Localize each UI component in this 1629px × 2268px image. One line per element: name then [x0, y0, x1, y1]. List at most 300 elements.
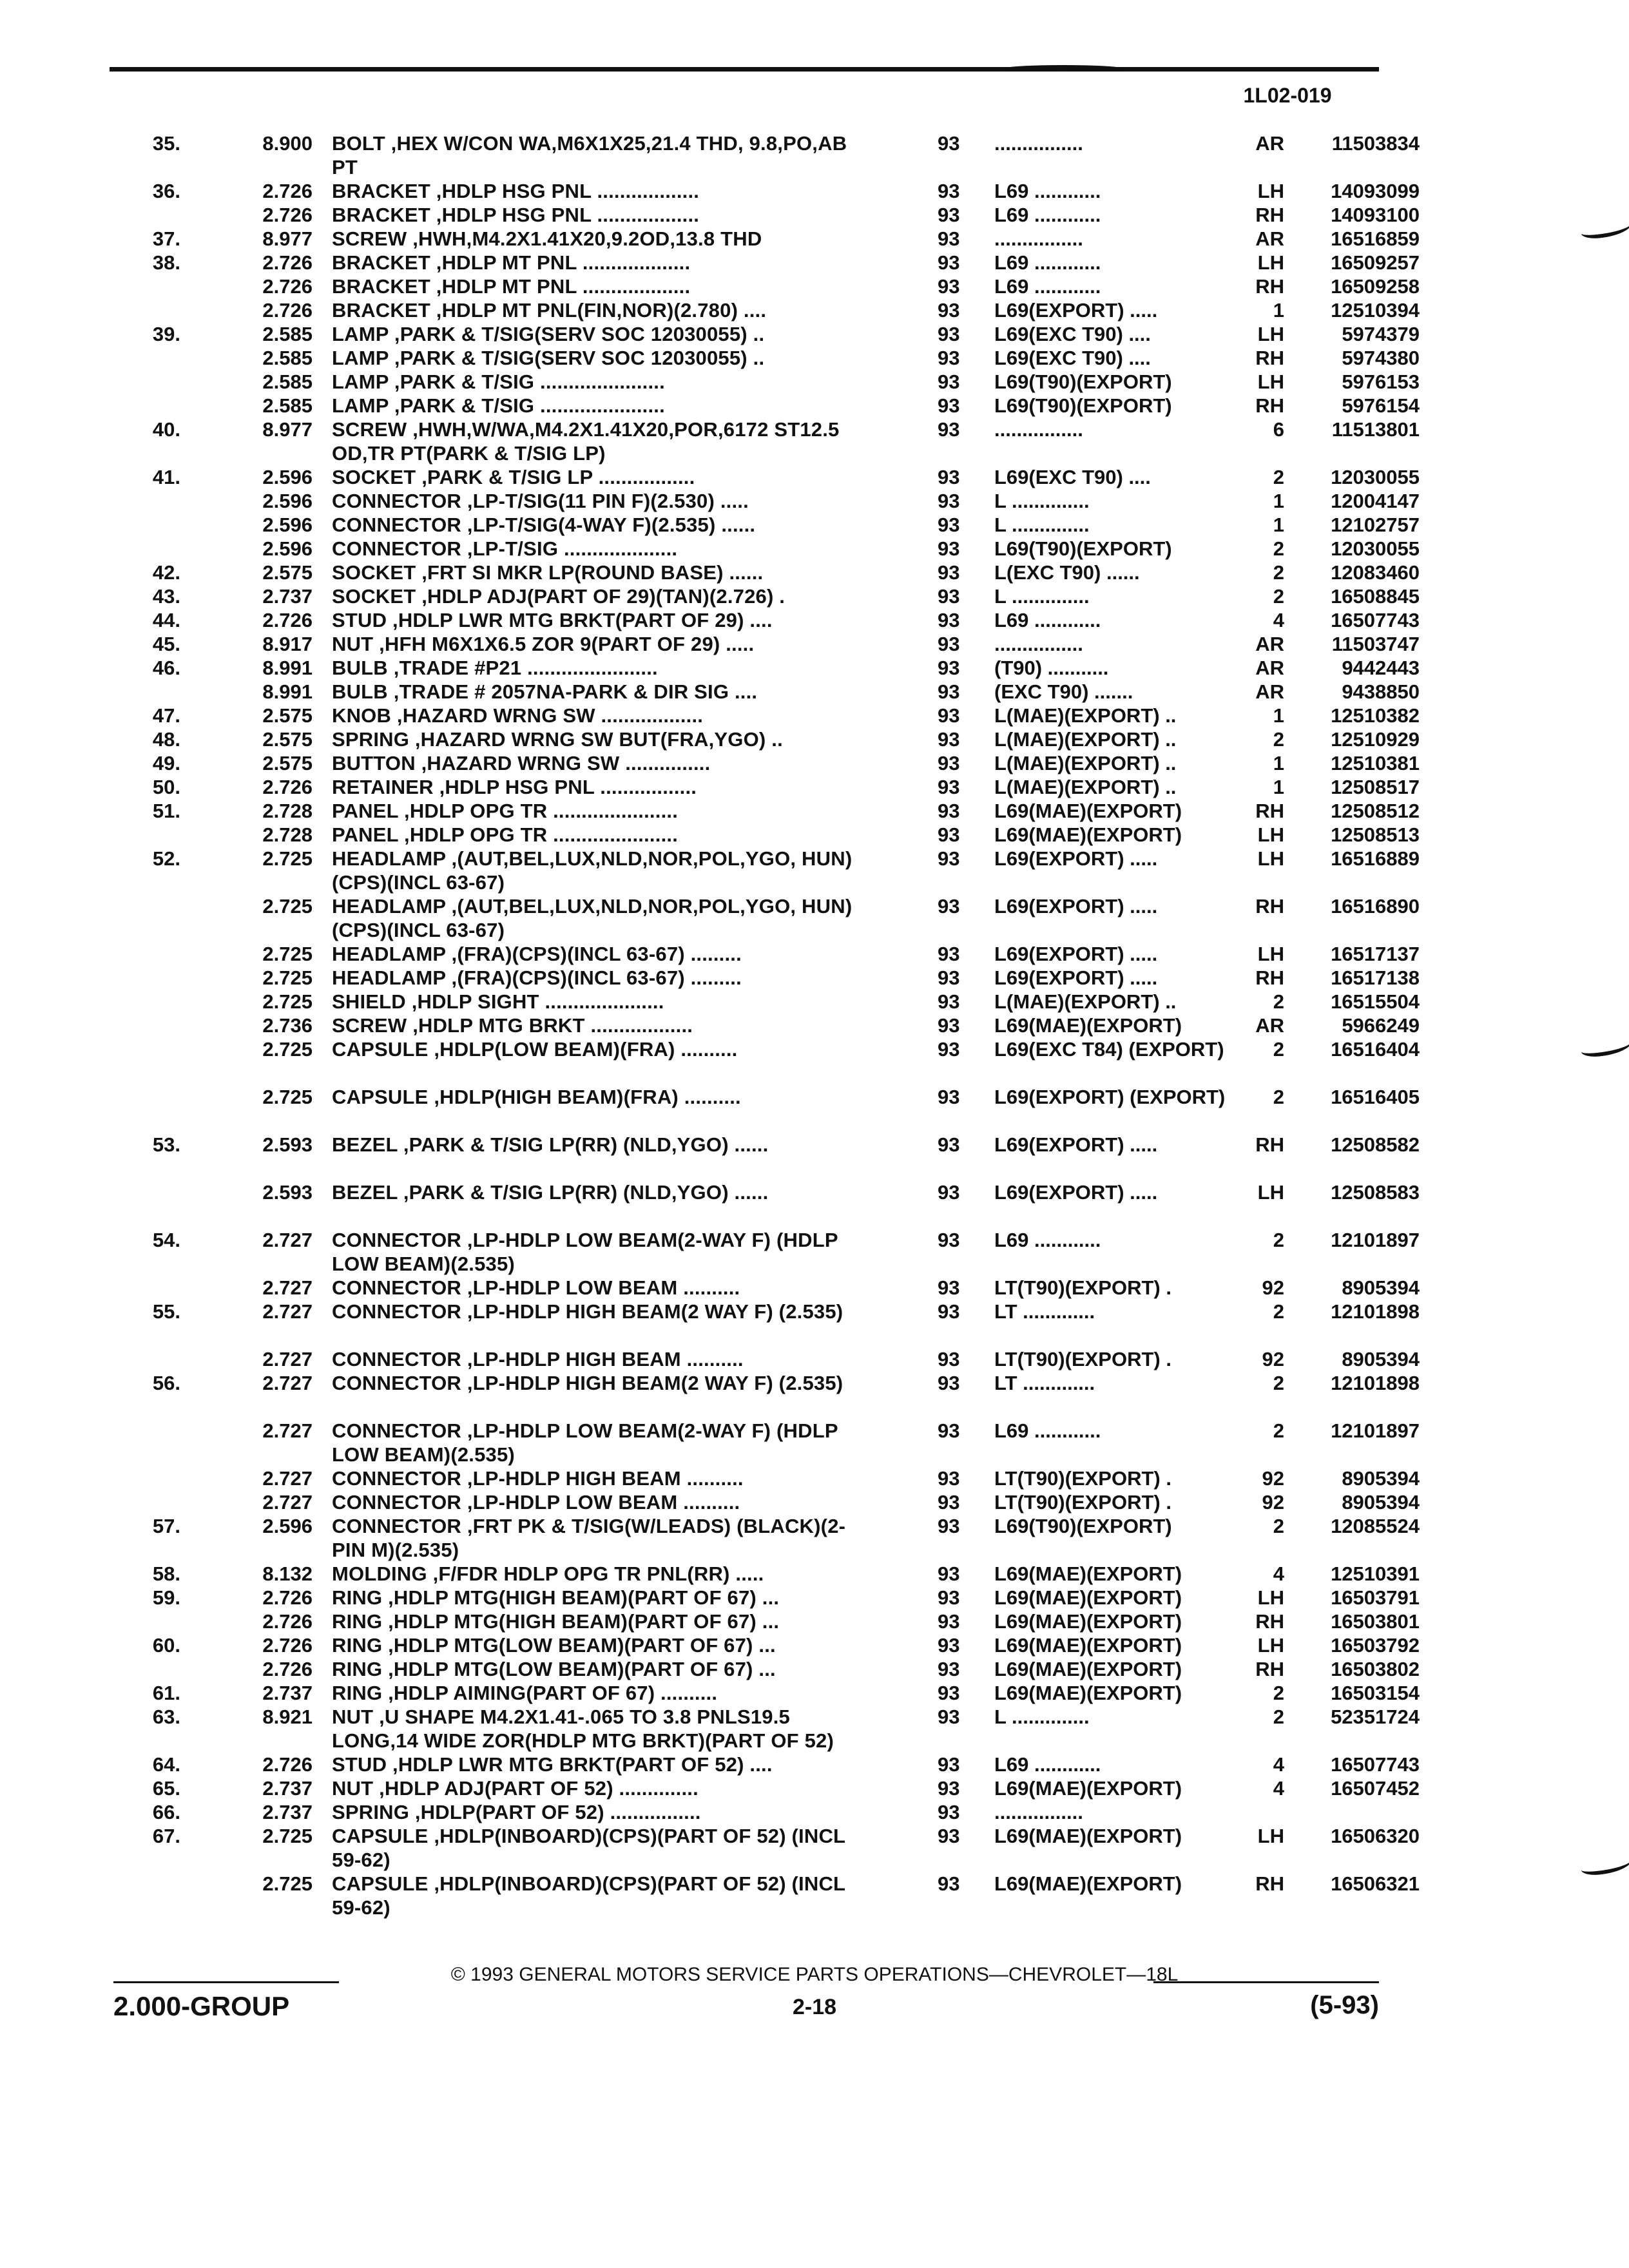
- ref-number: 43.: [152, 585, 180, 608]
- part-number: 16516890: [1331, 895, 1420, 918]
- ref-number: 41.: [152, 466, 180, 488]
- ref-number: [0, 1466, 180, 1490]
- ref-number: 45.: [152, 633, 180, 655]
- ref-number: [0, 1014, 180, 1037]
- group-number: 2.575: [262, 561, 313, 584]
- ref-number: [0, 203, 180, 227]
- ref-number: [0, 1347, 180, 1371]
- quantity: LH: [1257, 323, 1284, 345]
- ref-number: [0, 370, 180, 394]
- model-year: 93: [938, 561, 960, 584]
- description: BULB ,TRADE # 2057NA-PARK & DIR SIG ....: [332, 680, 758, 703]
- model-series: L69(EXPORT) .....: [994, 966, 1158, 989]
- model-series: L69 ............: [994, 1419, 1101, 1442]
- model-series: LT .............: [994, 1300, 1095, 1323]
- model-year: 93: [938, 1634, 960, 1657]
- part-row: [0, 799, 1629, 823]
- ref-number: [0, 942, 180, 966]
- model-series: ................: [994, 227, 1083, 250]
- quantity: RH: [1255, 1610, 1284, 1633]
- group-number: 2.727: [262, 1300, 313, 1323]
- model-series: L69(MAE)(EXPORT): [994, 800, 1182, 822]
- model-series: L69(EXPORT) .....: [994, 895, 1158, 918]
- description: HEADLAMP ,(AUT,BEL,LUX,NLD,NOR,POL,YGO, HUN)(CPS)(INCL 63-67): [332, 847, 853, 894]
- description: KNOB ,HAZARD WRNG SW ..................: [332, 704, 704, 727]
- description: RING ,HDLP MTG(HIGH BEAM)(PART OF 67) ...: [332, 1586, 780, 1609]
- model-series: L69(MAE)(EXPORT): [994, 1777, 1182, 1800]
- quantity: 1: [1273, 514, 1284, 536]
- ref-number: [0, 346, 180, 370]
- ref-number: 61.: [152, 1682, 180, 1704]
- group-number: 8.917: [262, 633, 313, 655]
- part-number: 12508517: [1331, 776, 1420, 798]
- part-row: [0, 561, 1629, 584]
- quantity: 2: [1273, 561, 1284, 584]
- quantity: AR: [1255, 227, 1284, 250]
- description: CONNECTOR ,LP-HDLP LOW BEAM(2-WAY F) (HDLP LOW BEAM)(2.535): [332, 1229, 838, 1275]
- part-row: [0, 1705, 1629, 1753]
- model-year: 93: [938, 1229, 960, 1251]
- part-number: 12510929: [1331, 728, 1420, 751]
- model-series: ................: [994, 1801, 1083, 1823]
- part-row: [0, 346, 1629, 370]
- description: HEADLAMP ,(FRA)(CPS)(INCL 63-67) .........: [332, 966, 742, 989]
- model-series: LT(T90)(EXPORT) .: [994, 1467, 1171, 1490]
- model-series: LT(T90)(EXPORT) .: [994, 1491, 1171, 1514]
- model-year: 93: [938, 752, 960, 774]
- group-number: 2.727: [262, 1229, 313, 1251]
- quantity: AR: [1255, 1014, 1284, 1037]
- description: SCREW ,HWH,M4.2X1.41X20,9.2OD,13.8 THD: [332, 227, 762, 250]
- quantity: LH: [1257, 251, 1284, 274]
- ref-number: [0, 680, 180, 704]
- model-series: L ..............: [994, 514, 1090, 536]
- description: CONNECTOR ,LP-HDLP HIGH BEAM(2 WAY F) (2.535): [332, 1372, 843, 1394]
- group-number: 2.585: [262, 347, 313, 369]
- group-number: 2.593: [262, 1181, 313, 1204]
- model-year: 93: [938, 1419, 960, 1442]
- description: CONNECTOR ,LP-HDLP LOW BEAM ..........: [332, 1491, 740, 1514]
- part-row: [0, 966, 1629, 990]
- model-series: LT .............: [994, 1372, 1095, 1394]
- description: CONNECTOR ,LP-HDLP LOW BEAM(2-WAY F) (HDLP LOW BEAM)(2.535): [332, 1419, 838, 1466]
- description: CONNECTOR ,LP-HDLP HIGH BEAM(2 WAY F) (2.535): [332, 1300, 843, 1323]
- description: RETAINER ,HDLP HSG PNL .................: [332, 776, 697, 798]
- quantity: 92: [1262, 1348, 1284, 1370]
- part-number: 14093099: [1331, 180, 1420, 202]
- model-series: L69 ............: [994, 204, 1101, 226]
- part-number: 8905394: [1342, 1276, 1420, 1299]
- copyright: © 1993 GENERAL MOTORS SERVICE PARTS OPERATIONS—CHEVROLET—18L: [450, 1964, 1179, 1985]
- ref-number: [0, 990, 180, 1014]
- description: HEADLAMP ,(FRA)(CPS)(INCL 63-67) .........: [332, 943, 742, 965]
- model-series: ................: [994, 633, 1083, 655]
- model-year: 93: [938, 370, 960, 393]
- model-year: 93: [938, 1753, 960, 1776]
- quantity: LH: [1257, 370, 1284, 393]
- description: NUT ,HDLP ADJ(PART OF 52) ..............: [332, 1777, 699, 1800]
- quantity: RH: [1255, 394, 1284, 417]
- part-row: [0, 584, 1629, 608]
- group-number: 2.725: [262, 1086, 313, 1108]
- part-row: [0, 704, 1629, 727]
- quantity: 2: [1273, 1419, 1284, 1442]
- part-number: 16517137: [1331, 943, 1420, 965]
- model-series: L69(MAE)(EXPORT): [994, 1682, 1182, 1704]
- model-series: L69 ............: [994, 180, 1101, 202]
- model-year: 93: [938, 204, 960, 226]
- model-series: L69(EXPORT) .....: [994, 943, 1158, 965]
- model-series: L(MAE)(EXPORT) ..: [994, 776, 1177, 798]
- description: MOLDING ,F/FDR HDLP OPG TR PNL(RR) .....: [332, 1562, 764, 1585]
- description: CONNECTOR ,LP-HDLP HIGH BEAM ..........: [332, 1467, 744, 1490]
- group-number: 2.727: [262, 1419, 313, 1442]
- group-number: 2.727: [262, 1467, 313, 1490]
- part-row: [0, 1514, 1629, 1562]
- model-series: L(MAE)(EXPORT) ..: [994, 728, 1177, 751]
- quantity: RH: [1255, 1658, 1284, 1680]
- model-year: 93: [938, 1181, 960, 1204]
- part-row: [0, 1562, 1629, 1586]
- part-row: [0, 1180, 1629, 1228]
- ref-number: 56.: [152, 1372, 180, 1394]
- model-series: LT(T90)(EXPORT) .: [994, 1348, 1171, 1370]
- part-row: [0, 1347, 1629, 1371]
- quantity: LH: [1257, 823, 1284, 846]
- part-number: 11503834: [1331, 132, 1420, 155]
- part-number: 16509258: [1331, 275, 1420, 298]
- group-number: 2.585: [262, 394, 313, 417]
- quantity: 92: [1262, 1467, 1284, 1490]
- group-number: 2.726: [262, 251, 313, 274]
- part-row: [0, 1490, 1629, 1514]
- group-number: 2.575: [262, 728, 313, 751]
- ref-number: 59.: [152, 1586, 180, 1609]
- ref-number: 36.: [152, 180, 180, 202]
- model-year: 93: [938, 847, 960, 870]
- model-series: L69(T90)(EXPORT): [994, 370, 1172, 393]
- part-row: [0, 894, 1629, 942]
- part-number: 9438850: [1342, 680, 1420, 703]
- ref-number: [0, 1872, 180, 1919]
- ref-number: [0, 394, 180, 418]
- quantity: 2: [1273, 990, 1284, 1013]
- description: BRACKET ,HDLP MT PNL ...................: [332, 275, 691, 298]
- ref-number: 58.: [152, 1562, 180, 1585]
- model-series: L69(EXPORT) .....: [994, 299, 1158, 322]
- part-row: [0, 1753, 1629, 1776]
- model-series: (T90) ...........: [994, 657, 1109, 679]
- group-number: 8.977: [262, 227, 313, 250]
- model-year: 93: [938, 1348, 960, 1370]
- part-number: 16516889: [1331, 847, 1420, 870]
- page-code: 1L02-019: [1243, 84, 1332, 107]
- ref-number: 38.: [152, 251, 180, 274]
- description: SHIELD ,HDLP SIGHT .....................: [332, 990, 664, 1013]
- group-label: 2.000-GROUP: [113, 1991, 290, 2021]
- ref-number: [0, 966, 180, 990]
- ref-number: 37.: [152, 227, 180, 250]
- model-year: 93: [938, 1300, 960, 1323]
- part-number: 14093100: [1331, 204, 1420, 226]
- model-series: L69(MAE)(EXPORT): [994, 1610, 1182, 1633]
- part-row: [0, 370, 1629, 394]
- description: RING ,HDLP AIMING(PART OF 67) ..........: [332, 1682, 718, 1704]
- part-number: 5974380: [1342, 347, 1420, 369]
- part-number: 12102757: [1331, 514, 1420, 536]
- part-number: [1284, 1800, 1420, 1824]
- group-number: 2.725: [262, 895, 313, 918]
- model-year: 93: [938, 1014, 960, 1037]
- description: CAPSULE ,HDLP(HIGH BEAM)(FRA) ..........: [332, 1086, 741, 1108]
- part-number: 12510382: [1331, 704, 1420, 727]
- part-row: [0, 131, 1629, 179]
- parts-list: [0, 131, 1629, 1919]
- model-year: 93: [938, 800, 960, 822]
- model-series: L ..............: [994, 585, 1090, 608]
- model-year: 93: [938, 1706, 960, 1728]
- model-year: 93: [938, 1086, 960, 1108]
- model-series: L69(MAE)(EXPORT): [994, 1634, 1182, 1657]
- model-year: 93: [938, 585, 960, 608]
- description: SOCKET ,FRT SI MKR LP(ROUND BASE) ......: [332, 561, 764, 584]
- group-number: 2.596: [262, 514, 313, 536]
- quantity: RH: [1255, 895, 1284, 918]
- part-row: [0, 847, 1629, 894]
- group-number: 2.726: [262, 1586, 313, 1609]
- description: LAMP ,PARK & T/SIG(SERV SOC 12030055) ..: [332, 323, 765, 345]
- part-number: 12083460: [1331, 561, 1420, 584]
- part-number: 11503747: [1331, 633, 1420, 655]
- quantity: 2: [1273, 1038, 1284, 1061]
- model-year: 93: [938, 537, 960, 560]
- ref-number: 39.: [152, 323, 180, 345]
- quantity: 92: [1262, 1276, 1284, 1299]
- model-year: 93: [938, 1586, 960, 1609]
- model-series: L ..............: [994, 490, 1090, 512]
- part-row: [0, 513, 1629, 537]
- model-year: 93: [938, 347, 960, 369]
- model-series: L69(EXPORT) (EXPORT): [994, 1086, 1226, 1108]
- model-series: L69 ............: [994, 609, 1101, 631]
- model-series: L69 ............: [994, 275, 1101, 298]
- quantity: RH: [1255, 275, 1284, 298]
- ref-number: [0, 513, 180, 537]
- ref-number: 35.: [152, 132, 180, 155]
- group-number: 2.726: [262, 1610, 313, 1633]
- quantity: 2: [1273, 1706, 1284, 1728]
- part-number: 12004147: [1331, 490, 1420, 512]
- part-number: 8905394: [1342, 1491, 1420, 1514]
- model-year: 93: [938, 704, 960, 727]
- group-number: 2.737: [262, 585, 313, 608]
- quantity: LH: [1257, 1634, 1284, 1657]
- part-row: [0, 1800, 1629, 1824]
- group-number: 2.728: [262, 800, 313, 822]
- ref-number: [0, 1419, 180, 1466]
- part-number: 16516404: [1331, 1038, 1420, 1061]
- group-number: 2.725: [262, 943, 313, 965]
- ref-number: 49.: [152, 752, 180, 774]
- model-year: 93: [938, 251, 960, 274]
- quantity: LH: [1257, 1586, 1284, 1609]
- group-number: 2.593: [262, 1133, 313, 1156]
- model-series: L69(EXC T90) ....: [994, 323, 1151, 345]
- description: LAMP ,PARK & T/SIG(SERV SOC 12030055) ..: [332, 347, 765, 369]
- part-row: [0, 465, 1629, 489]
- model-year: 93: [938, 1777, 960, 1800]
- part-row: [0, 1133, 1629, 1180]
- model-series: L69(EXPORT) .....: [994, 1181, 1158, 1204]
- part-row: [0, 656, 1629, 680]
- model-year: 93: [938, 823, 960, 846]
- model-series: (EXC T90) .......: [994, 680, 1133, 703]
- group-number: 2.737: [262, 1801, 313, 1823]
- model-year: 93: [938, 1872, 960, 1895]
- group-number: 8.991: [262, 657, 313, 679]
- part-number: 12508512: [1331, 800, 1420, 822]
- part-number: 12030055: [1331, 537, 1420, 560]
- ref-number: 53.: [152, 1133, 180, 1156]
- part-number: 16507743: [1331, 609, 1420, 631]
- description: CONNECTOR ,LP-HDLP HIGH BEAM ..........: [332, 1348, 744, 1370]
- part-row: [0, 990, 1629, 1014]
- part-number: 12510391: [1331, 1562, 1420, 1585]
- quantity: RH: [1255, 347, 1284, 369]
- part-number: 12101897: [1331, 1229, 1420, 1251]
- part-row: [0, 394, 1629, 418]
- part-number: 16508845: [1331, 585, 1420, 608]
- part-row: [0, 1037, 1629, 1085]
- model-year: 93: [938, 728, 960, 751]
- part-number: 16516405: [1331, 1086, 1420, 1108]
- group-number: 2.728: [262, 823, 313, 846]
- part-number: 16506321: [1331, 1872, 1420, 1895]
- group-number: 8.991: [262, 680, 313, 703]
- group-number: 8.132: [262, 1562, 313, 1585]
- part-number: 12030055: [1331, 466, 1420, 488]
- model-year: 93: [938, 1825, 960, 1847]
- group-number: 2.725: [262, 1038, 313, 1061]
- model-year: 93: [938, 1491, 960, 1514]
- description: BULB ,TRADE #P21 .......................: [332, 657, 658, 679]
- part-row: [0, 1872, 1629, 1919]
- model-series: L69(EXC T84) (EXPORT): [994, 1038, 1224, 1061]
- part-number: 16506320: [1331, 1825, 1420, 1847]
- part-row: [0, 251, 1629, 274]
- ref-number: 57.: [152, 1515, 180, 1537]
- quantity: 4: [1273, 1562, 1284, 1585]
- group-number: 2.727: [262, 1491, 313, 1514]
- part-number: 52351724: [1331, 1706, 1420, 1728]
- header-rule: [110, 67, 1379, 72]
- ref-number: 47.: [152, 704, 180, 727]
- group-number: 2.596: [262, 490, 313, 512]
- model-year: 93: [938, 1276, 960, 1299]
- model-series: L69(EXPORT) .....: [994, 847, 1158, 870]
- group-number: 2.585: [262, 323, 313, 345]
- part-row: [0, 1586, 1629, 1610]
- model-year: 93: [938, 132, 960, 155]
- description: SOCKET ,PARK & T/SIG LP .................: [332, 466, 695, 488]
- quantity: 4: [1273, 609, 1284, 631]
- quantity: LH: [1257, 847, 1284, 870]
- part-row: [0, 1657, 1629, 1681]
- ref-number: [0, 1610, 180, 1633]
- description: BRACKET ,HDLP HSG PNL ..................: [332, 180, 700, 202]
- group-number: 2.585: [262, 370, 313, 393]
- model-year: 93: [938, 323, 960, 345]
- model-series: L69(MAE)(EXPORT): [994, 1825, 1182, 1847]
- part-number: 12101898: [1331, 1372, 1420, 1394]
- group-number: 2.727: [262, 1276, 313, 1299]
- ref-number: [0, 1490, 180, 1514]
- group-number: 2.736: [262, 1014, 313, 1037]
- description: RING ,HDLP MTG(HIGH BEAM)(PART OF 67) ...: [332, 1610, 780, 1633]
- group-number: 2.726: [262, 299, 313, 322]
- description: HEADLAMP ,(AUT,BEL,LUX,NLD,NOR,POL,YGO, HUN)(CPS)(INCL 63-67): [332, 895, 853, 941]
- part-row: [0, 1228, 1629, 1276]
- description: SCREW ,HWH,W/WA,M4.2X1.41X20,POR,6172 ST12.5 OD,TR PT(PARK & T/SIG LP): [332, 418, 840, 465]
- part-row: [0, 203, 1629, 227]
- model-year: 93: [938, 1801, 960, 1823]
- part-row: [0, 1824, 1629, 1872]
- quantity: 2: [1273, 1300, 1284, 1323]
- model-year: 93: [938, 466, 960, 488]
- part-row: [0, 227, 1629, 251]
- description: BUTTON ,HAZARD WRNG SW ...............: [332, 752, 711, 774]
- part-row: [0, 1085, 1629, 1133]
- quantity: 2: [1273, 1086, 1284, 1108]
- model-series: LT(T90)(EXPORT) .: [994, 1276, 1171, 1299]
- ref-number: 44.: [152, 609, 180, 631]
- ref-number: [0, 537, 180, 561]
- part-number: 9442443: [1342, 657, 1420, 679]
- group-number: 2.596: [262, 537, 313, 560]
- model-series: L69(MAE)(EXPORT): [994, 1014, 1182, 1037]
- part-number: 5976153: [1342, 370, 1420, 393]
- part-number: 16507452: [1331, 1777, 1420, 1800]
- quantity: AR: [1255, 657, 1284, 679]
- part-row: [0, 1633, 1629, 1657]
- group-number: 2.596: [262, 1515, 313, 1537]
- model-year: 93: [938, 1467, 960, 1490]
- description: RING ,HDLP MTG(LOW BEAM)(PART OF 67) ...: [332, 1634, 776, 1657]
- description: CAPSULE ,HDLP(INBOARD)(CPS)(PART OF 52) (INCL 59-62): [332, 1872, 845, 1919]
- model-year: 93: [938, 1658, 960, 1680]
- description: SCREW ,HDLP MTG BRKT ..................: [332, 1014, 693, 1037]
- group-number: 2.725: [262, 990, 313, 1013]
- quantity: 1: [1273, 704, 1284, 727]
- model-series: L69(MAE)(EXPORT): [994, 1586, 1182, 1609]
- group-number: 2.725: [262, 966, 313, 989]
- ref-number: [0, 274, 180, 298]
- quantity: 92: [1262, 1491, 1284, 1514]
- quantity: 1: [1273, 776, 1284, 798]
- ref-number: 51.: [152, 800, 180, 822]
- part-number: 16503791: [1331, 1586, 1420, 1609]
- part-row: [0, 632, 1629, 656]
- part-row: [0, 418, 1629, 465]
- group-number: 2.726: [262, 1634, 313, 1657]
- model-year: 93: [938, 895, 960, 918]
- ref-number: [0, 298, 180, 322]
- model-year: 93: [938, 299, 960, 322]
- group-number: 2.725: [262, 1825, 313, 1847]
- part-row: [0, 179, 1629, 203]
- description: BRACKET ,HDLP MT PNL ...................: [332, 251, 691, 274]
- group-number: 8.900: [262, 132, 313, 155]
